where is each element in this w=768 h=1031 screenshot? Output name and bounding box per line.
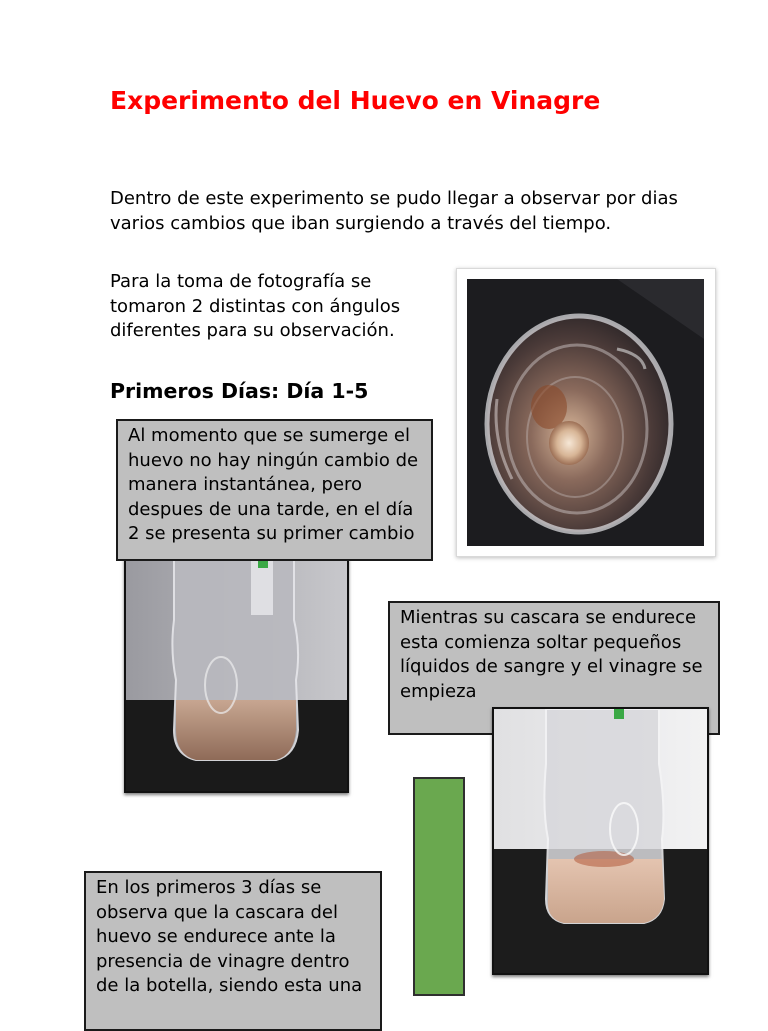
first-days-text-box: En los primeros 3 días se observa que la cascara del huevo se endurece ante la presencia de vinagre dentro de la botella, siendo esta una <box>84 871 382 1031</box>
day-2-text-box: Al momento que se sumerge el huevo no hay ningún cambio de manera instantánea, pero despues de una tarde, en el día 2 se presenta su primer cambio <box>116 419 433 561</box>
section-heading: Primeros Días: Día 1-5 <box>110 379 369 403</box>
document-title: Experimento del Huevo en Vinagre <box>110 86 601 115</box>
photo-note-paragraph: Para la toma de fotografía se tomaron 2 distintas con ángulos diferentes para su observación. <box>110 271 401 341</box>
egg-top-view-image <box>467 279 704 546</box>
top-view-photo <box>456 268 716 557</box>
shell-hardening-text-box: Mientras su cascara se endurece esta comienza soltar pequeños líquidos de sangre y el vinagre se empieza <box>388 601 720 735</box>
green-block <box>413 777 465 996</box>
intro-paragraph: Dentro de este experimento se pudo llegar a observar por dias varios cambios que iban surgiendo a través del tiempo. <box>110 188 678 234</box>
bottle-photo-day-3 <box>492 707 709 975</box>
bottle-photo-day-2 <box>124 558 349 793</box>
